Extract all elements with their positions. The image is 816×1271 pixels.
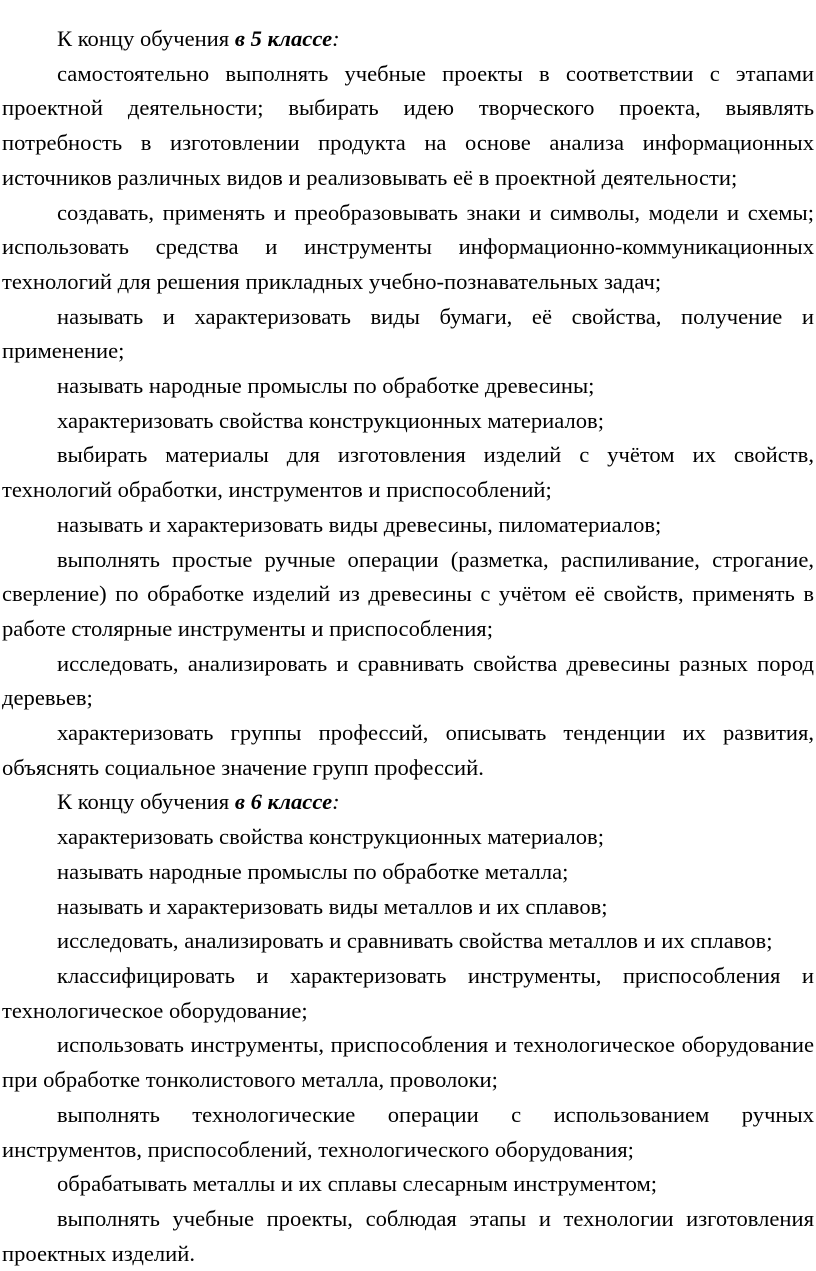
- grade5-item: характеризовать группы профессий, описывать тенденции их развития, объяснять социальное значение групп профессий.: [2, 720, 814, 780]
- grade6-item: классифицировать и характеризовать инструменты, приспособления и технологическое оборудование;: [2, 962, 814, 1023]
- grade6-item: использовать инструменты, приспособления и технологическое оборудование при обработке тонколистового металла, проволоки;: [2, 1032, 814, 1093]
- grade6-heading-colon: :: [332, 789, 340, 815]
- grade6-heading-prefix: К концу обучения: [57, 789, 235, 815]
- grade5-item: выбирать материалы для изготовления изделий с учётом их свойств, технологий обработки, инструментов и приспособлений;: [2, 442, 814, 503]
- grade6-item: обрабатывать металлы и их сплавы слесарным инструментом;: [57, 1171, 658, 1197]
- grade6-item: исследовать, анализировать и сравнивать свойства металлов и их сплавов;: [57, 928, 773, 954]
- grade6-heading-emphasis: в 6 классе: [234, 789, 333, 815]
- grade6-item: называть народные промыслы по обработке металла;: [57, 858, 569, 884]
- grade5-item: создавать, применять и преобразовывать знаки и символы, модели и схемы; использовать средства и инструменты информационно-коммуникационных технологий для решения прикладных учебно-познавательных задач;: [2, 199, 814, 294]
- grade6-item: называть и характеризовать виды металлов и их сплавов;: [57, 893, 608, 919]
- grade5-item: характеризовать свойства конструкционных материалов;: [57, 407, 605, 433]
- grade5-heading-emphasis: в 5 классе: [234, 26, 333, 51]
- grade6-item: выполнять технологические операции с использованием ручных инструментов, приспособлений, технологического оборудования;: [2, 1101, 814, 1162]
- grade5-item: самостоятельно выполнять учебные проекты в соответствии с этапами проектной деятельности; выбирать идею творческого проекта, выявлять потребность в изготовлении продукта на основе анализа информационных источников различных видов и реализовывать её в проектной деятельности;: [2, 60, 814, 190]
- grade5-item: исследовать, анализировать и сравнивать свойства древесины разных пород деревьев;: [2, 650, 814, 711]
- grade5-heading: [2, 22, 814, 57]
- grade5-item: выполнять простые ручные операции (разметка, распиливание, строгание, сверление) по обработке изделий из древесины с учётом её свойств, применять в работе столярные инструменты и приспособления;: [2, 546, 814, 641]
- grade5-heading-colon: :: [332, 26, 340, 51]
- grade5-item: называть и характеризовать виды древесины, пиломатериалов;: [57, 511, 662, 537]
- grade5-item: называть народные промыслы по обработке древесины;: [57, 373, 595, 399]
- grade6-item: характеризовать свойства конструкционных материалов;: [57, 824, 605, 850]
- grade5-item: называть и характеризовать виды бумаги, её свойства, получение и применение;: [2, 303, 814, 364]
- grade6-item: выполнять учебные проекты, соблюдая этапы и технологии изготовления проектных изделий.: [2, 1205, 814, 1266]
- grade5-heading-prefix: К концу обучения: [57, 26, 235, 51]
- grade6-heading: [2, 785, 814, 820]
